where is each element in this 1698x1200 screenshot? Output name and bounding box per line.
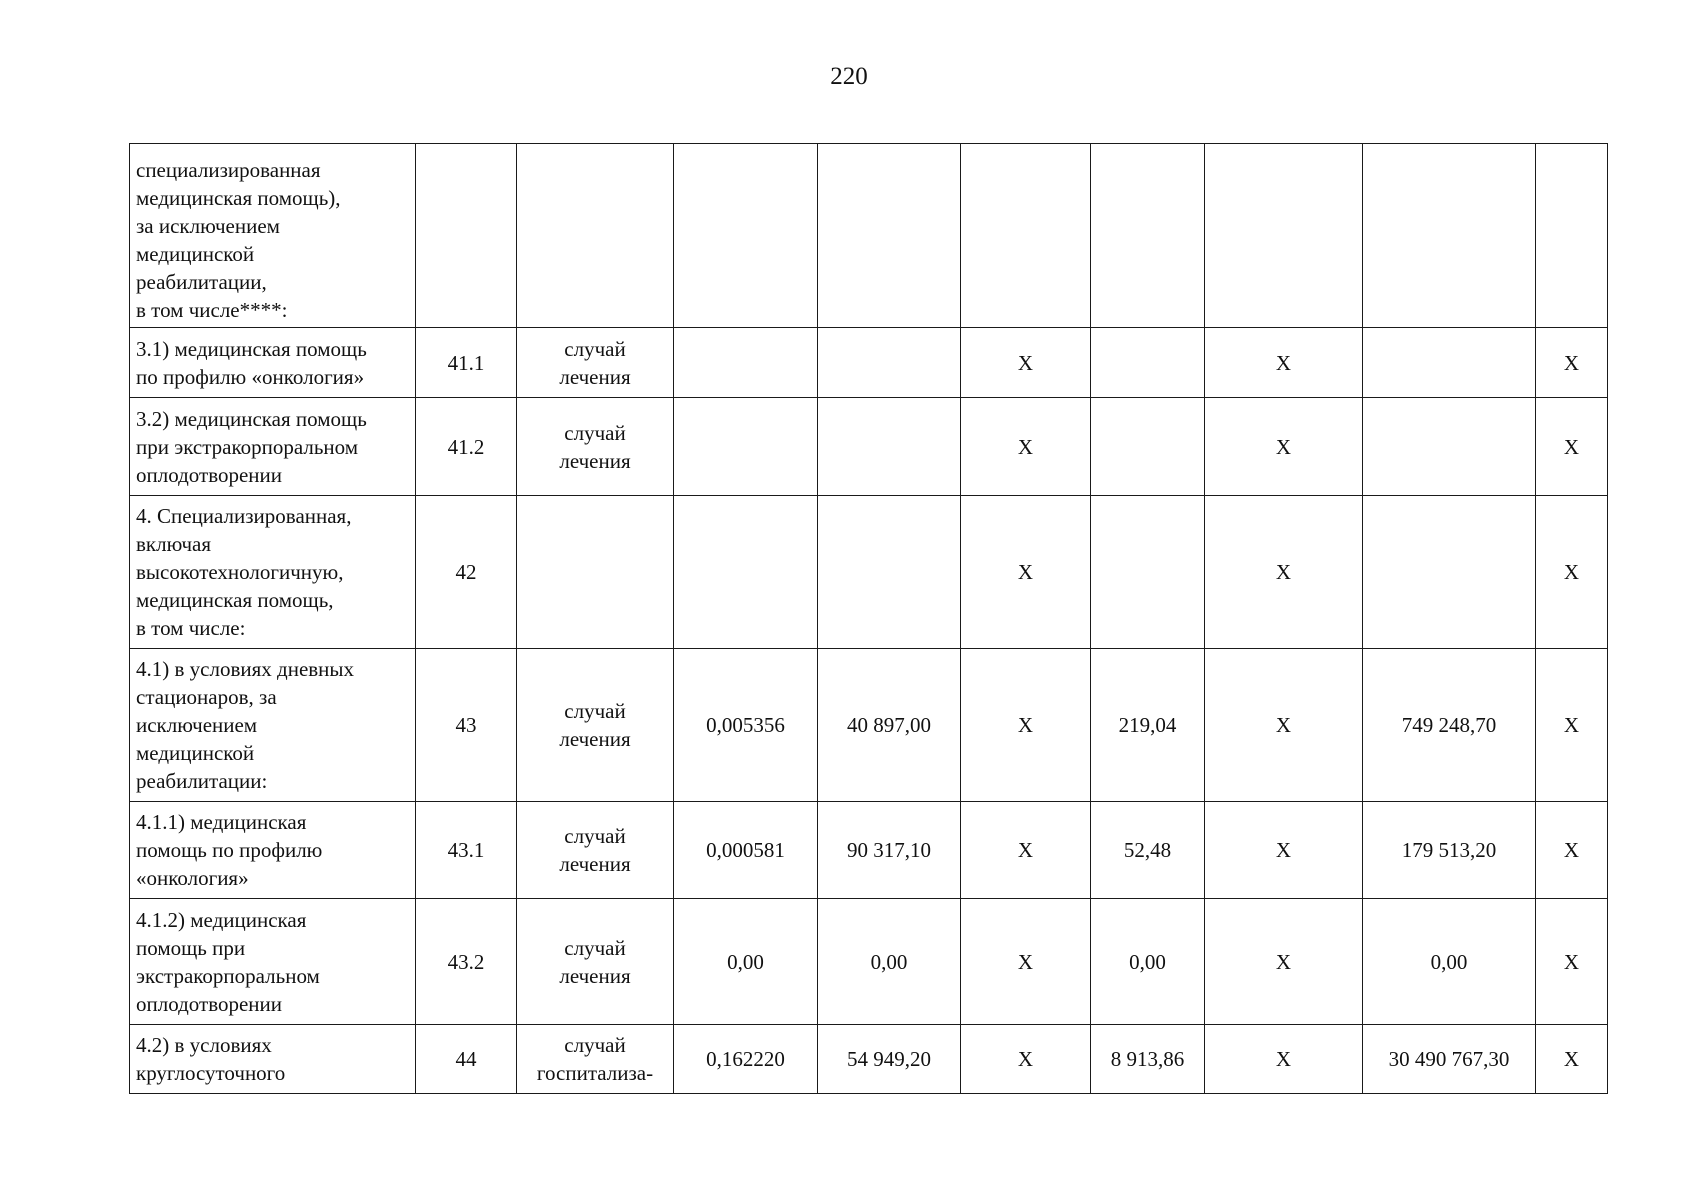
row-value-cell-c9 [1363, 144, 1536, 328]
row-name-cell [130, 328, 416, 398]
row-unit-line: лечения [559, 727, 631, 751]
row-value-cell-c10 [1536, 144, 1608, 328]
row-value-cell-c7: 52,48 [1091, 802, 1205, 899]
row-name-line: помощь по профилю [136, 838, 323, 862]
row-name-line: оплодотворении [136, 991, 283, 1016]
row-value-cell-c4 [674, 328, 818, 398]
row-value-cell-c6: Х [961, 649, 1091, 802]
row-value-cell-c7 [1091, 496, 1205, 649]
row-value-cell-c10: Х [1536, 899, 1608, 1025]
row-name-line: 4.1) в условиях дневных [136, 657, 355, 681]
row-value-cell-c8: Х [1205, 398, 1363, 496]
row-unit-line: случай [564, 336, 626, 361]
row-code-cell [416, 144, 517, 328]
row-value-cell-c4 [674, 496, 818, 649]
row-name-line: стационаров, за [136, 685, 277, 709]
row-code-cell: 41.2 [416, 398, 517, 496]
row-value-cell-c6: Х [961, 899, 1091, 1025]
row-value-cell-c10: Х [1536, 1025, 1608, 1094]
row-name-cell [130, 649, 416, 802]
row-code-cell: 43 [416, 649, 517, 802]
table-row [130, 649, 1608, 802]
row-value-cell-c6 [961, 144, 1091, 328]
row-name-cell [130, 496, 416, 649]
row-value-cell-c10: Х [1536, 328, 1608, 398]
row-value-cell-c6: Х [961, 496, 1091, 649]
row-name-line: медицинской [136, 242, 255, 266]
row-value-cell-c7 [1091, 398, 1205, 496]
row-value-cell-c10: Х [1536, 649, 1608, 802]
row-value-cell-c7 [1091, 144, 1205, 328]
row-name-line: 4.1.1) медицинская [136, 810, 307, 834]
row-name-line: реабилитации: [136, 769, 268, 793]
row-unit-cell [517, 144, 674, 328]
row-value-cell-c7: 0,00 [1091, 899, 1205, 1025]
row-name-line: включая [136, 532, 212, 556]
row-unit-line: лечения [559, 963, 631, 988]
row-code-cell: 43.2 [416, 899, 517, 1025]
row-name-cell [130, 398, 416, 496]
row-unit-cell [517, 802, 674, 899]
row-value-cell-c9: 30 490 767,30 [1363, 1025, 1536, 1094]
row-name-line: за исключением [136, 214, 280, 238]
row-name-line: «онкология» [136, 866, 249, 890]
row-value-cell-c9: 179 513,20 [1363, 802, 1536, 899]
row-value-cell-c4: 0,005356 [674, 649, 818, 802]
row-value-cell-c5: 54 949,20 [818, 1025, 961, 1094]
row-value-cell-c4: 0,00 [674, 899, 818, 1025]
row-code-cell: 43.1 [416, 802, 517, 899]
row-value-cell-c8: Х [1205, 496, 1363, 649]
row-name-line: оплодотворении [136, 462, 283, 487]
row-unit-line: случай [564, 1033, 626, 1057]
row-name-line: 3.2) медицинская помощь [136, 406, 367, 431]
row-unit-cell [517, 398, 674, 496]
row-unit-cell [517, 1025, 674, 1094]
row-value-cell-c9: 749 248,70 [1363, 649, 1536, 802]
row-name-cell [130, 802, 416, 899]
row-code-cell: 42 [416, 496, 517, 649]
row-value-cell-c5: 40 897,00 [818, 649, 961, 802]
row-value-cell-c7: 219,04 [1091, 649, 1205, 802]
row-value-cell-c8 [1205, 144, 1363, 328]
table-row [130, 802, 1608, 899]
row-name-line: при экстракорпоральном [136, 434, 359, 459]
table-row [130, 144, 1608, 328]
row-value-cell-c5: 90 317,10 [818, 802, 961, 899]
row-name-line: 3.1) медицинская помощь [136, 336, 367, 361]
row-value-cell-c10: Х [1536, 496, 1608, 649]
row-unit-line: лечения [559, 448, 631, 473]
row-name-cell [130, 1025, 416, 1094]
row-name-line: круглосуточного [136, 1061, 286, 1085]
row-value-cell-c5 [818, 496, 961, 649]
row-value-cell-c4 [674, 144, 818, 328]
row-value-cell-c7: 8 913,86 [1091, 1025, 1205, 1094]
table-row [130, 899, 1608, 1025]
row-name-cell [130, 899, 416, 1025]
row-value-cell-c7 [1091, 328, 1205, 398]
table-row [130, 496, 1608, 649]
row-value-cell-c9 [1363, 496, 1536, 649]
row-name-line: 4. Специализированная, [136, 504, 352, 528]
row-unit-cell [517, 496, 674, 649]
row-unit-line: случай [564, 935, 626, 960]
table-row [130, 1025, 1608, 1094]
table-row [130, 328, 1608, 398]
row-value-cell-c6: Х [961, 328, 1091, 398]
row-value-cell-c4 [674, 398, 818, 496]
row-value-cell-c8: Х [1205, 899, 1363, 1025]
row-name-line: в том числе****: [136, 298, 288, 322]
page-number: 220 [830, 63, 868, 90]
row-unit-cell [517, 649, 674, 802]
row-value-cell-c4: 0,000581 [674, 802, 818, 899]
row-name-line: высокотехнологичную, [136, 560, 344, 584]
row-name-line: медицинская помощь), [136, 186, 341, 210]
row-value-cell-c9: 0,00 [1363, 899, 1536, 1025]
row-name-line: специализированная [136, 158, 321, 182]
row-unit-cell [517, 899, 674, 1025]
row-name-line: по профилю «онкология» [136, 364, 365, 389]
row-unit-line: случай [564, 420, 626, 445]
row-unit-line: случай [564, 824, 626, 848]
row-value-cell-c5: 0,00 [818, 899, 961, 1025]
table-row [130, 398, 1608, 496]
row-name-line: медицинской [136, 741, 255, 765]
row-unit-line: лечения [559, 852, 631, 876]
row-name-cell [130, 144, 416, 328]
row-name-line: 4.2) в условиях [136, 1033, 272, 1057]
row-unit-cell [517, 328, 674, 398]
table-body [130, 144, 1608, 1094]
row-value-cell-c10: Х [1536, 398, 1608, 496]
row-value-cell-c5 [818, 328, 961, 398]
row-unit-line: случай [564, 699, 626, 723]
row-value-cell-c9 [1363, 398, 1536, 496]
row-value-cell-c8: Х [1205, 1025, 1363, 1094]
row-value-cell-c5 [818, 398, 961, 496]
row-name-line: реабилитации, [136, 270, 267, 294]
data-table [129, 143, 1608, 1094]
row-value-cell-c8: Х [1205, 328, 1363, 398]
row-value-cell-c6: Х [961, 802, 1091, 899]
row-code-cell: 44 [416, 1025, 517, 1094]
row-unit-line: лечения [559, 364, 631, 389]
row-name-line: исключением [136, 713, 258, 737]
row-value-cell-c8: Х [1205, 802, 1363, 899]
row-value-cell-c5 [818, 144, 961, 328]
row-name-line: 4.1.2) медицинская [136, 907, 307, 932]
row-unit-line: госпитализа- [536, 1061, 654, 1085]
row-name-line: помощь при [136, 935, 246, 960]
row-name-line: в том числе: [136, 616, 246, 640]
row-name-line: медицинская помощь, [136, 588, 334, 612]
row-value-cell-c4: 0,162220 [674, 1025, 818, 1094]
row-code-cell: 41.1 [416, 328, 517, 398]
row-value-cell-c8: Х [1205, 649, 1363, 802]
row-value-cell-c9 [1363, 328, 1536, 398]
row-name-line: экстракорпоральном [136, 963, 320, 988]
row-value-cell-c10: Х [1536, 802, 1608, 899]
row-value-cell-c6: Х [961, 398, 1091, 496]
row-value-cell-c6: Х [961, 1025, 1091, 1094]
